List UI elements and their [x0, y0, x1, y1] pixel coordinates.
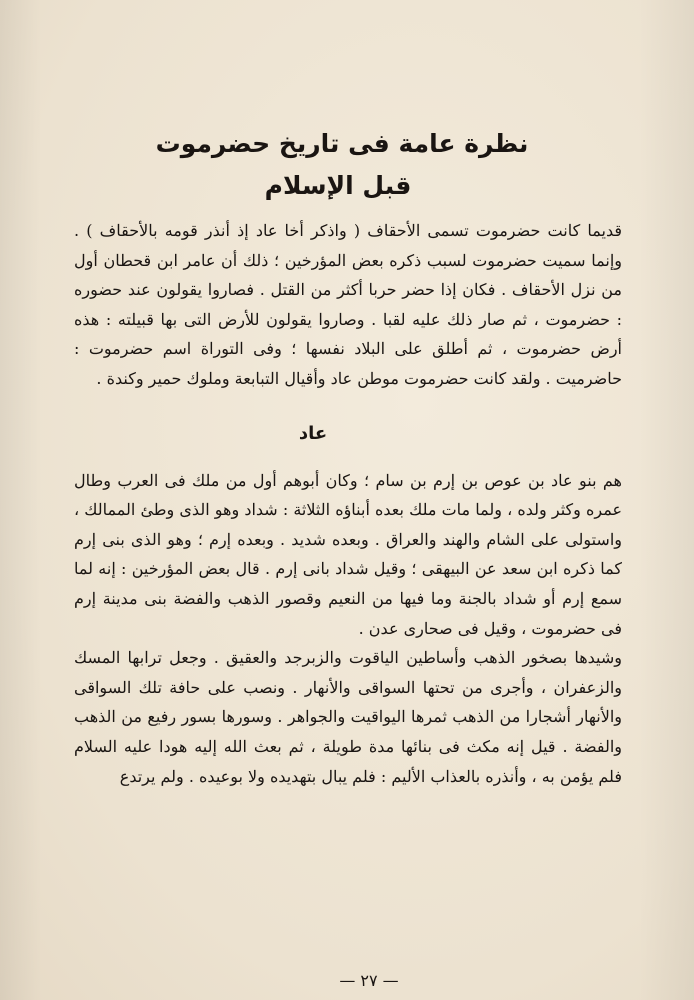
aad-paragraph-1: هم بنو عاد بن عوص بن إرم بن سام ؛ وكان أبوهم أول من ملك فى العرب وطال عمره وكثر ولده ، ولما مات ملك بعده أبناؤه الثلاثة : شداد وهو الذى وطئ الممالك ، واستولى على الشام والهند والعراق . وبعده شديد . وبعده إرم ؛ وهو الذى بنى إرم كما ذكره ابن سعد عن البيهقى ؛ وقيل شداد بانى إرم . قال بعض المؤرخين : إنه لما سمع إرم أو شداد بالجنة وما فيها من النعيم وقصور الذهب والفضة بنى مدينة إرم فى حضرموت ، وقيل فى صحارى عدن .	[74, 470, 623, 638]
page-number: — ٢٧ —	[339, 971, 399, 990]
chapter-title: نظرة عامة فى تاريخ حضرموت	[155, 129, 529, 158]
section-heading-aad: عاد	[298, 422, 328, 444]
aad-paragraph-2: وشيدها بصخور الذهب وأساطين الياقوت والزبرجد والعقيق . وجعل ترابها المسك والزعفران ، وأجرى من تحتها السواقى والأنهار . ونصب على حافة تلك السواقى والأنهار أشجارا من الذهب ثمرها اليواقيت والجواهر . وسورها بسور رفيع من الذهب والفضة . قيل إنه مكث فى بنائها مدة طويلة ، ثم بعث الله إليه هودا عليه السلام فلم يؤمن به ، وأنذره بالعذاب الأليم : فلم يبال بتهديده ولا بوعيده . ولم يرتدع	[74, 648, 623, 786]
chapter-subtitle: قبل الإسلام	[264, 171, 412, 200]
intro-paragraph: قديما كانت حضرموت تسمى الأحقاف ( واذكر أخا عاد إذ أنذر قومه بالأحقاف ) . وإنما سميت حضرموت لسبب ذكره بعض المؤرخين ؛ ذلك أن عامر ابن قحطان أول من نزل الأحقاف . فكان إذا حضر حربا أكثر من القتل . فصاروا يقولون عند حضوره : حضرموت ، ثم صار ذلك عليه لقبا . وصاروا يقولون للأرض التى بها قبيلته : هذه أرض حضرموت ، ثم أطلق على البلاد نفسها ؛ وفى التوراة اسم حضرموت : حاضرميت . ولقد كانت حضرموت موطن عاد وأقيال التبابعة وملوك حمير وكندة .	[74, 221, 622, 388]
page-body	[74, 124, 622, 791]
